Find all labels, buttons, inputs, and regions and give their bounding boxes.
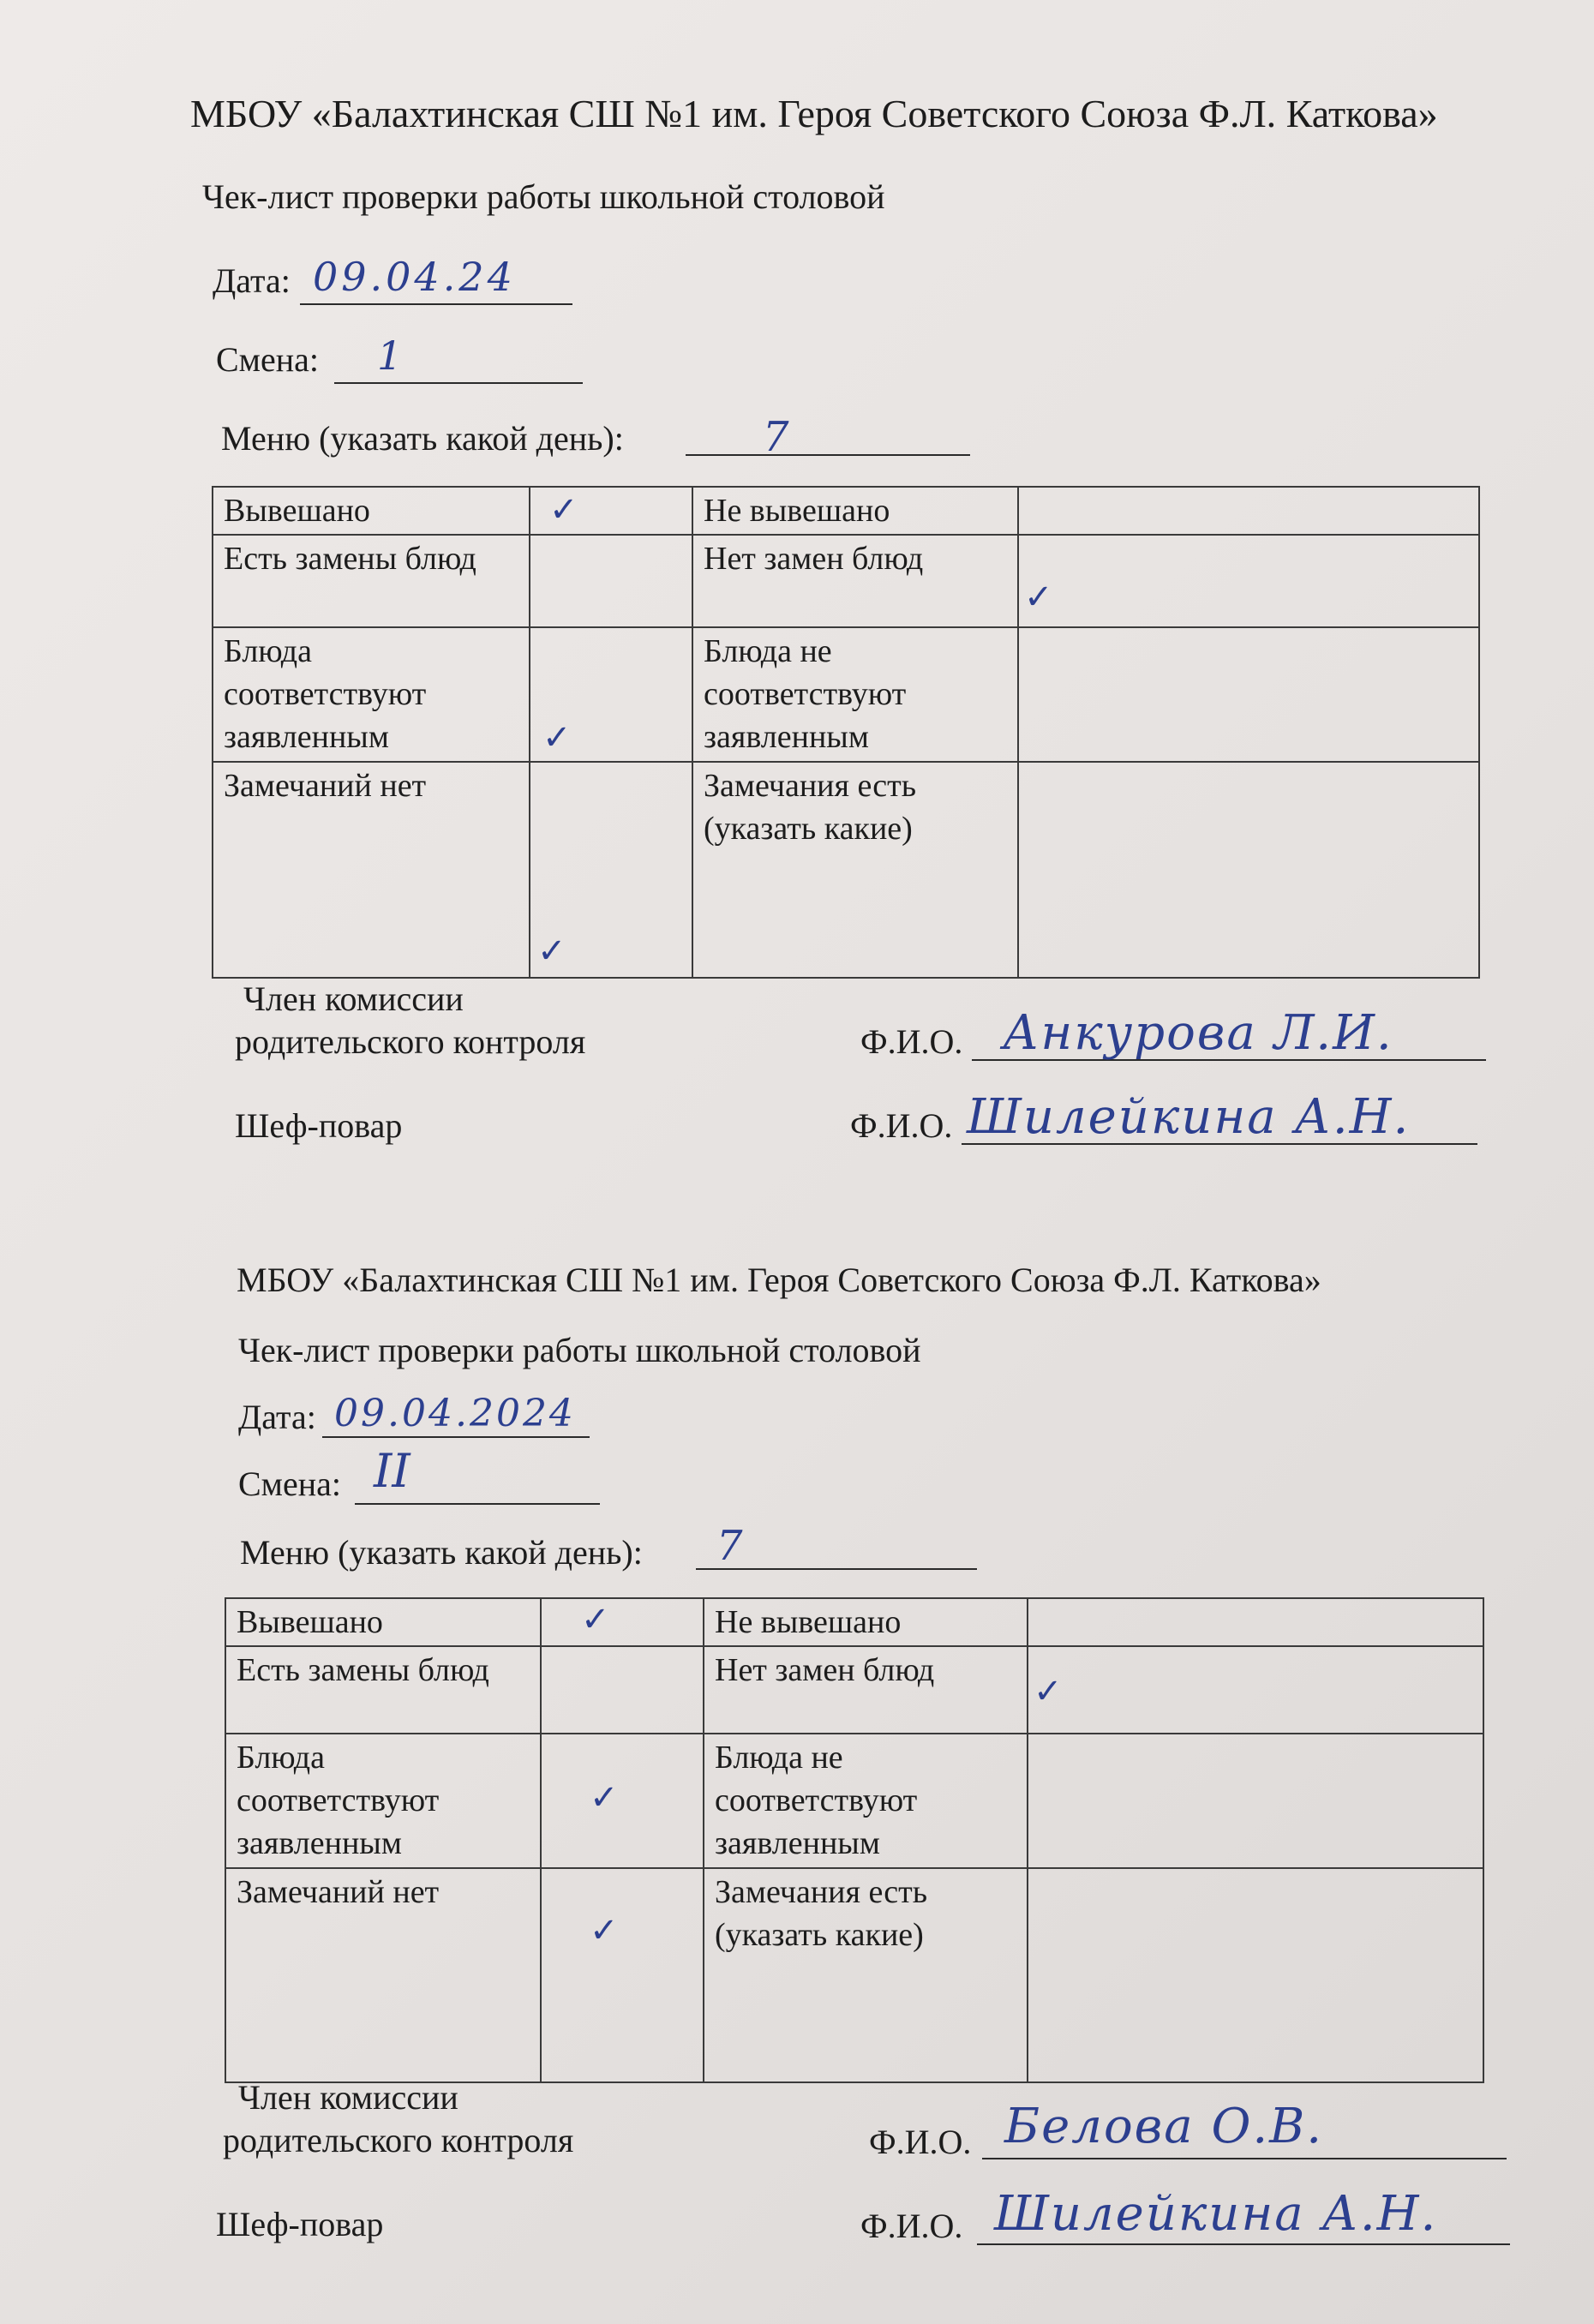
table-row — [213, 627, 1479, 761]
check-cell[interactable] — [1028, 1868, 1483, 2082]
table-row — [225, 1598, 1483, 1646]
cell-label: Замечания есть (указать какие) — [704, 1868, 1028, 2082]
check-mark-icon: ✓ — [590, 1778, 619, 1818]
menu-label-1: Меню (указать какой день): — [221, 419, 624, 458]
date-line-1 — [300, 303, 572, 305]
check-mark-icon: ✓ — [590, 1910, 619, 1950]
cell-label: Замечаний нет — [225, 1868, 541, 2082]
cell-label: Замечания есть (указать какие) — [692, 762, 1018, 978]
check-mark-icon: ✓ — [1024, 578, 1053, 618]
cell-label: Блюда не соответствуют заявленным — [704, 1734, 1028, 1867]
chef-label-2: Шеф-повар — [216, 2205, 384, 2243]
shift-label-2: Смена: — [238, 1464, 342, 1503]
checklist-table-2 — [225, 1597, 1484, 2083]
member-label-1a: Член комиссии — [243, 979, 464, 1018]
checklist-table-1 — [212, 486, 1480, 979]
shift-line-2 — [355, 1503, 600, 1505]
member-label-2a: Член комиссии — [238, 2078, 458, 2117]
cell-label: Есть замены блюд — [213, 535, 530, 627]
check-mark-icon: ✓ — [542, 718, 572, 758]
cell-label: Замечаний нет — [213, 762, 530, 978]
shift-line-1 — [334, 382, 583, 384]
check-cell[interactable] — [1018, 487, 1479, 535]
table-row — [213, 762, 1479, 978]
menu-value-1: 7 — [763, 413, 789, 461]
menu-value-2: 7 — [716, 1522, 743, 1570]
cell-label: Вывешано — [225, 1598, 541, 1646]
check-cell[interactable] — [1028, 1646, 1483, 1734]
fio-chef-label-1: Ф.И.О. — [850, 1106, 953, 1145]
check-cell[interactable] — [1018, 762, 1479, 978]
school-name-1: МБОУ «Балахтинская СШ №1 им. Героя Советского Союза Ф.Л. Каткова» — [190, 92, 1438, 135]
menu-line-1 — [686, 454, 970, 456]
table-row — [225, 1734, 1483, 1867]
menu-label-2: Меню (указать какой день): — [240, 1533, 643, 1572]
check-cell[interactable] — [530, 762, 692, 978]
cell-label: Вывешано — [213, 487, 530, 535]
member-label-2b: родительского контроля — [223, 2121, 574, 2159]
check-cell[interactable] — [530, 627, 692, 761]
check-cell[interactable] — [541, 1646, 704, 1734]
date-value-1: 09.04.24 — [313, 254, 516, 300]
chef-signature-line-2 — [977, 2243, 1510, 2245]
school-name-2: МБОУ «Балахтинская СШ №1 им. Героя Советского Союза Ф.Л. Каткова» — [237, 1261, 1321, 1299]
check-mark-icon: ✓ — [537, 931, 566, 971]
check-cell[interactable] — [541, 1734, 704, 1867]
form-title-1: Чек-лист проверки работы школьной столовой — [202, 177, 885, 216]
cell-label: Блюда соответствуют заявленным — [225, 1734, 541, 1867]
check-cell[interactable] — [530, 535, 692, 627]
check-cell[interactable] — [1028, 1734, 1483, 1867]
fio-label-1: Ф.И.О. — [860, 1022, 963, 1061]
table-row — [213, 535, 1479, 627]
fio-label-2: Ф.И.О. — [869, 2123, 972, 2161]
chef-label-1: Шеф-повар — [235, 1106, 403, 1145]
check-cell[interactable] — [541, 1868, 704, 2082]
chef-signature-2: Шилейкина А.Н. — [994, 2186, 1438, 2242]
cell-label: Блюда соответствуют заявленным — [213, 627, 530, 761]
date-label-2: Дата: — [238, 1398, 316, 1436]
fio-chef-label-2: Ф.И.О. — [860, 2207, 963, 2245]
date-label-1: Дата: — [213, 261, 291, 300]
cell-label: Нет замен блюд — [704, 1646, 1028, 1734]
member-signature-line-2 — [982, 2158, 1507, 2159]
check-cell[interactable] — [1018, 535, 1479, 627]
table-row — [225, 1646, 1483, 1734]
check-mark-icon: ✓ — [1034, 1672, 1063, 1712]
date-value-2: 09.04.2024 — [334, 1392, 576, 1435]
cell-label: Блюда не соответствуют заявленным — [692, 627, 1018, 761]
cell-label: Нет замен блюд — [692, 535, 1018, 627]
table-row — [213, 487, 1479, 535]
member-signature-1: Анкурова Л.И. — [1003, 1005, 1393, 1061]
shift-label-1: Смена: — [216, 340, 320, 379]
member-signature-2: Белова О.В. — [1004, 2099, 1324, 2154]
shift-value-1: 1 — [377, 332, 403, 379]
date-line-2 — [322, 1436, 590, 1438]
form-title-2: Чек-лист проверки работы школьной столовой — [238, 1331, 921, 1369]
check-mark-icon: ✓ — [581, 1600, 610, 1639]
shift-value-2: II — [374, 1444, 410, 1498]
check-cell[interactable] — [1018, 627, 1479, 761]
check-cell[interactable] — [530, 487, 692, 535]
member-label-1b: родительского контроля — [235, 1022, 586, 1061]
check-cell[interactable] — [541, 1598, 704, 1646]
table-row — [225, 1868, 1483, 2082]
check-cell[interactable] — [1028, 1598, 1483, 1646]
check-mark-icon: ✓ — [549, 490, 578, 530]
cell-label: Не вывешано — [692, 487, 1018, 535]
cell-label: Не вывешано — [704, 1598, 1028, 1646]
chef-signature-1: Шилейкина А.Н. — [967, 1089, 1411, 1145]
cell-label: Есть замены блюд — [225, 1646, 541, 1734]
